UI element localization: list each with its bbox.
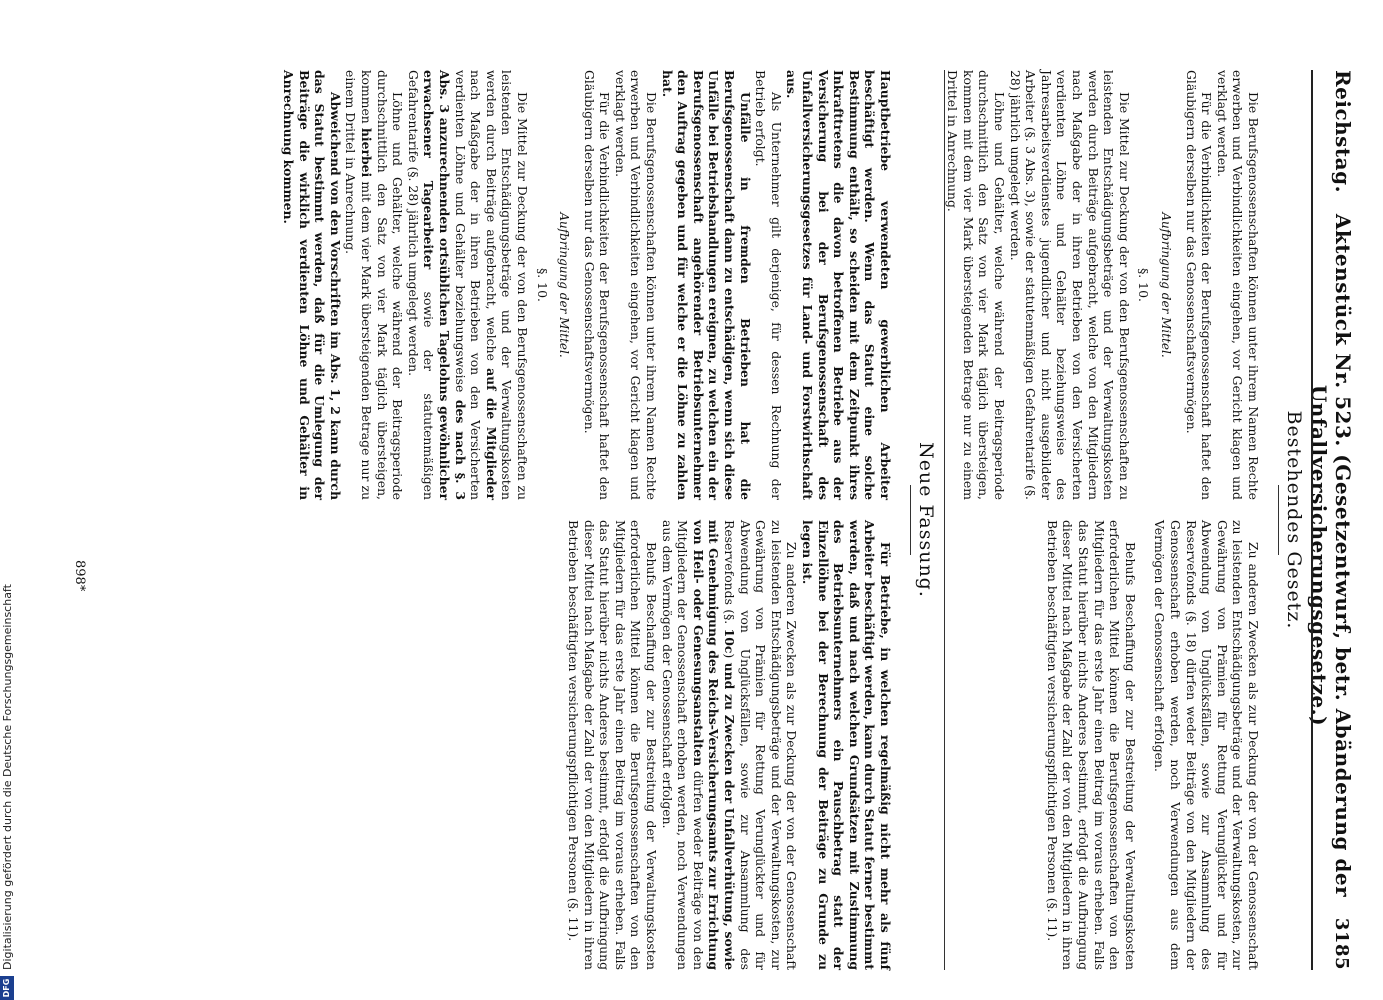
existing-liability: Für die Verbindlichkeiten der Berufsgenossenschaft haftet den Gläubigern derselben nur das Genossenschaftsvermögen. (1183, 70, 1215, 500)
new-right-column (566, 520, 893, 970)
page-number: 3185 (1331, 917, 1352, 970)
existing-p4: Behufs Beschaffung der zur Bestreitung der Verwaltungskosten erforderlichen Mittel können die Berufsgenossenschaften von den Mitgliedern für das erste Jahr einen Beitrag im voraus erheben. Falls das Statut hierüber nichts Anderes bestimmt, erfolgt die Aufbringung dieser Mittel nach Maßgabe der Zahl der von den Mitgliedern in ihren Betrieben beschäftigten versicherungspflichtigen Personen (§. 11). (1044, 520, 1138, 970)
new-left-column (280, 70, 893, 500)
new-owner: Als Unternehmer gilt derjenige, für dessen Rechnung der Betrieb erfolgt. (753, 70, 784, 500)
new-b1: Hauptbetriebe verwendeten gewerblichen Arbeiter beschäftigt werden. Wenn das Statut eine solche Bestimmung enthält, so scheiden mit dem Zeitpunkt ihres Inkrafttretens die davon betroffenen Betriebe aus der Versicherung bei der Berufsgenossenschaft des Unfallversicherungsgesetzes für Land- und Forstwirthschaft aus. (784, 70, 893, 500)
existing-sub-heading: Aufbringung der Mittel. (1159, 212, 1174, 358)
header-title: Aktenstück Nr. 523. (Gesetzentwurf, betr. Abänderung der Unfallversicherungsgesetze.) (1307, 213, 1355, 898)
page-header (1307, 70, 1355, 970)
section-divider (944, 70, 945, 970)
page-footer-code: 898* (72, 560, 87, 592)
new-p1: Die Mittel zur Deckung der von den Berufsgenossenschaften zu leistenden Entschädigungsbeträge und der Verwaltungskosten werden durch Beiträge aufgebracht, welche auf die Mitglieder nach Maßgabe der in ihren Betrieben von den Versicherten verdienten Löhne und Gehälter beziehungsweise des nach §. 3 Abs. 3 anzurechnenden ortsüblichen Tagelohns gewöhnlicher erwachsener Tagearbeiter sowie der statutenmäßigen Gefahrentarife (§. 28) jährlich umgelegt werden. (405, 70, 530, 500)
new-b4: Für Betriebe, in welchen regelmäßig nicht mehr als fünf Arbeiter beschäftigt werden, kann durch Statut ferner bestimmt werden, daß und nach welchen Grundsätzen mit Zustimmung des Betriebsunternehmers ein Pauschbetrag statt der Einzellöhne bei der Berechnung der Beiträge zu Grunde zu legen ist. (800, 520, 893, 970)
digitization-credit (0, 0, 20, 1000)
existing-p1: Die Mittel zur Deckung der von den Berufsgenossenschaften zu leistenden Entschädigungsbeträge und der Verwaltungskosten werden durch Beiträge aufgebracht, welche von den Mitgliedern nach Maßgabe der in ihren Betrieben von den Versicherten verdienten Löhne und Gehälter beziehungsweise des Jahresarbeitsverdienstes jugendlicher und nicht ausgebildeter Arbeiter (§. 3 Abs. 3), sowie der statutenmäßigen Gefahrentarife (§. 28) jährlich umgelegt werden. (1007, 70, 1132, 500)
existing-section-number: §. 10. (1136, 268, 1152, 302)
existing-p3: Zu anderen Zwecken als zur Deckung der von der Genossenschaft zu leistenden Entschädigungsbeträge und der Verwaltungskosten, zur Gewährung von Prämien für Rettung Verunglückter und für Abwendung von Unglücksfällen, sowie zur Ansammlung des Reservefonds (§. 18) dürfen weder Beiträge von den Mitgliedern der Genossenschaft erhoben werden, noch Verwendungen aus dem Vermögen der Genossenschaft erfolgen. (1152, 520, 1261, 970)
existing-p2: Löhne und Gehälter, welche während der Beitragsperiode durchschnittlich den Satz von vier Mark täglich übersteigen, kommen mit dem vier Mark übersteigenden Betrage nur zu einem Drittel in Anrechnung. (945, 70, 1008, 500)
new-intro: Die Berufsgenossenschaften können unter ihrem Namen Rechte erwerben und Verbindlichkeiten eingehen, vor Gericht klagen und verklagt werden. (612, 70, 660, 500)
new-p4: Behufs Beschaffung der zur Bestreitung der Verwaltungskosten erforderlichen Mittel können die Berufsgenossenschaften von den Mitgliedern für das erste Jahr einen Beitrag im voraus erheben. Falls das Statut hierüber nichts Anderes bestimmt, erfolgt die Aufbringung dieser Mittel nach Maßgabe der Zahl der von den Mitgliedern in ihren Betrieben beschäftigten versicherungspflichtigen Personen (§. 11). (566, 520, 660, 970)
new-liability: Für die Verbindlichkeiten der Berufsgenossenschaft haftet den Gläubigern derselben nur das Genossenschaftsvermögen. (581, 70, 613, 500)
credit-text: Digitalisierung gefördert durch die Deutsche Forschungsgemeinschaft (0, 584, 14, 970)
new-p2: Löhne und Gehälter, welche während der Beitragsperiode durchschnittlich den Satz von vier Mark täglich übersteigen, kommen hierbei mit dem vier Mark übersteigenden Betrage nur zu einem Drittel in Anrechnung. (343, 70, 406, 500)
existing-right-column (1044, 520, 1261, 970)
existing-intro: Die Berufsgenossenschaften können unter ihrem Namen Rechte erwerben und Verbindlichkeiten eingehen, vor Gericht klagen und verklagt werden. (1214, 70, 1261, 500)
header-rule (1311, 70, 1313, 970)
header-left: Reichstag. (1331, 70, 1355, 194)
existing-left-column (945, 70, 1261, 500)
new-p3: Zu anderen Zwecken als zur Deckung der von der Genossenschaft zu leistenden Entschädigungsbeträge und der Verwaltungskosten, zur Gewährung von Prämien für Rettung Verunglückter und für Abwendung von Unglücksfällen, sowie zur Ansammlung des Reservefonds (§. 10c) und zu Zwecken der Unfallverhütung, sowie mit Genehmigung des Reichs-Versicherungsamts zur Errichtung von Heil- oder Genesungsanstalten dürfen weder Beiträge von den Mitgliedern der Genossenschaft erhoben werden, noch Verwendungen aus dem Vermögen der Genossenschaft erfolgen. (659, 520, 800, 970)
new-section-number: §. 10. (534, 268, 550, 302)
dfg-logo-icon: DFG (0, 976, 14, 1000)
new-b3: Abweichend von den Vorschriften im Abs. 1, 2 kann durch das Statut bestimmt werden, daß für die Umlegung der Beiträge die wirklich verdienten Löhne und Gehälter in Anrechnung kommen. (281, 70, 343, 500)
new-b2: Unfälle in fremden Betrieben hat die Berufsgenossenschaft dann zu entschädigen, wenn sich diese Unfälle bei Betriebshandlungen ereignen, zu welchen ein der Berufsgenossenschaft angehörender Betriebsunternehmer den Auftrag gegeben und für welche er die Löhne zu zahlen hat. (659, 70, 753, 500)
new-sub-heading: Aufbringung der Mittel. (557, 212, 572, 358)
new-version-heading: Neue Fassung. (910, 70, 937, 970)
existing-law-heading: Bestehendes Gesetz. (1278, 70, 1305, 970)
